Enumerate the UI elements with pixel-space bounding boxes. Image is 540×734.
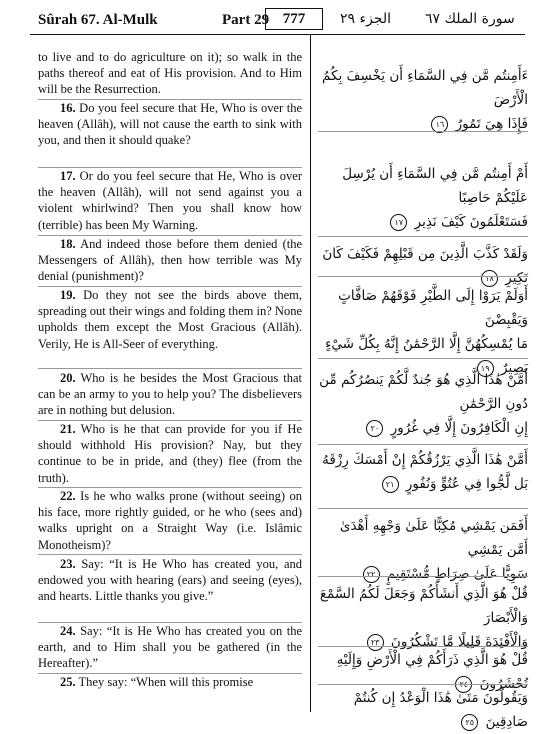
verse-text: Who is he besides the Most Gracious that can be an army to you to help you? The disbelievers are in nothing but delusion. (38, 371, 302, 418)
arabic-line: وَالْأَفْئِدَةَ قَلِيلًا مَّا تَشْكُرُونَ (390, 634, 528, 650)
arabic-line: أَمَّنْ هَٰذَا الَّذِي يَرْزُقُكُمْ إِنْ أَمْسَكَ رِزْقَهُ (322, 452, 528, 468)
verse-number: 17. (60, 169, 76, 183)
verse-number: 16. (60, 101, 76, 115)
verse-text: Say: “It is He Who has created you on the earth, and to Him shall you be gathered (in the Hereafter).” (38, 624, 303, 671)
arabic-verse-16 (318, 64, 528, 136)
verse-marker: ٢١ (382, 476, 399, 493)
verse-22 (38, 488, 302, 553)
verse-text: Do you feel secure that He, Who is over the heaven (Allâh), will not cause the earth to sink with you, and then it should quake? (38, 101, 303, 148)
page-number: 777 (265, 8, 323, 30)
verse-17 (38, 168, 302, 233)
verse-separator (38, 554, 302, 555)
verse-separator (318, 236, 528, 237)
verse-separator (318, 131, 528, 132)
verse-separator (318, 646, 528, 647)
verse-25 (38, 674, 302, 690)
verse-marker: ٢٥ (461, 714, 478, 731)
verse-number: 19. (60, 288, 76, 302)
arabic-line: مَا يُمْسِكُهُنَّ إِلَّا الرَّحْمَٰنُ إِنَّهُ بِكُلِّ شَيْءٍ بَصِيرٌ (325, 336, 528, 376)
header-rule (30, 34, 525, 35)
page-header (0, 0, 540, 36)
verse-24 (38, 623, 302, 672)
verse-18 (38, 236, 302, 285)
arabic-verse-20 (318, 368, 528, 440)
verse-19 (38, 287, 302, 352)
arabic-verse-18 (318, 242, 528, 290)
arabic-line: أَوَلَمْ يَرَوْا إِلَى الطَّيْرِ فَوْقَهُمْ صَافَّاتٍ وَيَقْبِضْنَ (338, 288, 528, 328)
arabic-verse-21 (318, 448, 528, 496)
arabic-line: سَوِيًّا عَلَىٰ صِرَاطٍ مُّسْتَقِيمٍ (386, 566, 528, 582)
arabic-line: وَلَقَدْ كَذَّبَ الَّذِينَ مِن قَبْلِهِمْ فَكَيْفَ كَانَ نَكِيرِ (322, 246, 528, 286)
arabic-line: أَمَّنْ هَٰذَا الَّذِي هُوَ جُندٌ لَّكُمْ يَنصُرُكُم مِّن دُونِ الرَّحْمَٰنِ (319, 372, 528, 412)
juz-arabic: الجزء ٢٩ (340, 11, 391, 27)
verse-16 (38, 100, 302, 149)
verse-number: 23. (60, 557, 76, 571)
verse-text: And indeed those before them denied (the Messengers of Allâh), then how terrible was My denial (punishment)? (38, 237, 303, 284)
verse-separator (318, 508, 528, 509)
verse-separator (318, 358, 528, 359)
verse-text: Or do you feel secure that He, Who is over the heaven (Allâh), will not send against you a violent whirlwind? Then you shall know how (terrible) has been My Warning. (38, 169, 302, 232)
verse-marker: ٢٠ (366, 420, 383, 437)
surah-title: Sûrah 67. Al-Mulk (38, 12, 158, 28)
arabic-line: إِنِ الْكَافِرُونَ إِلَّا فِي غُرُورٍ (390, 420, 528, 436)
verse-text: Say: “It is He Who has created you, and endowed you with hearing (ears) and seeing (eyes), and hearts. Little thanks you give.” (38, 557, 302, 604)
verse-separator (318, 576, 528, 577)
verse-text: Is he who walks prone (without seeing) on his face, more rightly guided, or he who (sees and) walks upright on a Straight Way (i.e. Islâmic Monotheism)? (38, 489, 303, 552)
verse-separator (318, 684, 528, 685)
verse-marker: ١٦ (431, 116, 448, 133)
verse-marker: ٢٣ (367, 634, 384, 651)
arabic-line: قُلْ هُوَ الَّذِي ذَرَأَكُمْ فِي الْأَرْضِ وَإِلَيْهِ تُحْشَرُونَ (336, 652, 528, 692)
verse-marker: ١٩ (477, 360, 494, 377)
arabic-verse-23 (318, 582, 528, 654)
verse-text: Who is he that can provide for you if He should withhold His provision? Nay, but they continue to be in pride, and (they) flee (from the truth). (38, 422, 302, 485)
verse-number: 22. (60, 489, 76, 503)
part-label: Part 29 (222, 12, 270, 28)
verse-number: 21. (60, 422, 76, 436)
verse-text: They say: “When will this promise (78, 675, 254, 689)
verse-marker: ١٧ (390, 214, 407, 231)
verse-separator (318, 444, 528, 445)
arabic-line: قُلْ هُوَ الَّذِي أَنشَأَكُمْ وَجَعَلَ لَكُمُ السَّمْعَ وَالْأَبْصَارَ (319, 586, 528, 626)
verse-20 (38, 370, 302, 419)
column-divider (310, 34, 311, 712)
verse-number: 18. (60, 237, 76, 251)
arabic-line: ءَأَمِنتُم مَّن فِي السَّمَاءِ أَن يَخْسِفَ بِكُمُ الْأَرْضَ (322, 68, 528, 108)
verse-number: 24. (60, 624, 76, 638)
continuation-text: to live and to do agriculture on it); so walk in the paths thereof and eat of His provision. And to Him will be the Resurrection. (38, 50, 302, 97)
verse-separator (38, 368, 302, 369)
verse-text: Do they not see the birds above them, spreading out their wings and folding them in? None upholds them except the Most Gracious (Allâh). Verily, He is All-Seer of everything. (38, 288, 303, 351)
arabic-line: بَل لَّجُّوا فِي عُتُوٍّ وَنُفُورٍ (405, 476, 528, 492)
arabic-line: وَيَقُولُونَ مَتَىٰ هَٰذَا الْوَعْدُ إِن كُنتُمْ صَادِقِينَ (353, 690, 528, 730)
verse-23 (38, 556, 302, 605)
arabic-line: أَمْ أَمِنتُم مَّن فِي السَّمَاءِ أَن يُرْسِلَ عَلَيْكُمْ حَاصِبًا (342, 166, 528, 206)
verse-separator (318, 276, 528, 277)
verse-21 (38, 421, 302, 486)
verse-marker: ١٨ (481, 270, 498, 287)
verse-number: 20. (60, 371, 76, 385)
arabic-line: فَسَتَعْلَمُونَ كَيْفَ نَذِيرِ (414, 214, 528, 230)
surah-arabic: سورة الملك ٦٧ (425, 11, 515, 27)
arabic-verse-17 (318, 162, 528, 234)
arabic-line: فَإِذَا هِيَ تَمُورُ (455, 116, 528, 132)
arabic-line: أَفَمَن يَمْشِي مُكِبًّا عَلَىٰ وَجْهِهِ أَهْدَىٰ أَمَّن يَمْشِي (339, 518, 528, 558)
arabic-verse-25 (318, 686, 528, 734)
arabic-verse-19 (318, 284, 528, 380)
verse-marker: ٢٢ (363, 566, 380, 583)
verse-marker: ٢٤ (455, 676, 472, 693)
verse-number: 25. (60, 675, 76, 689)
